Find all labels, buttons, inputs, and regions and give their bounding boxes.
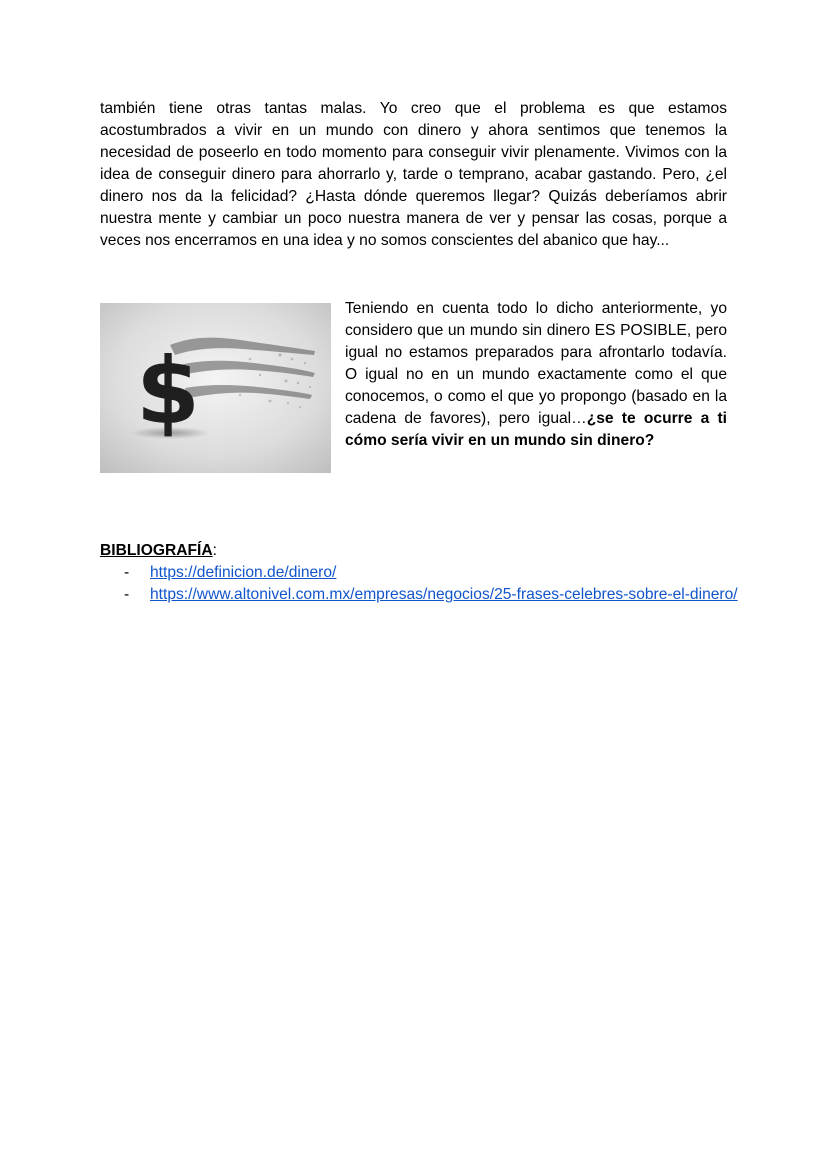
body-paragraph-2 [345, 298, 727, 452]
body-paragraph-1: también tiene otras tantas malas. Yo creo que el problema es que estamos acostumbrados a vivir en un mundo con dinero y ahora sentimos que tenemos la necesidad de poseerlo en todo momento para conseguir vivir plenamente. Vivimos con la idea de conseguir dinero para ahorrarlo y, tarde o temprano, acabar gastando. Pero, ¿el dinero nos da la felicidad? ¿Hasta dónde queremos llegar? Quizás deberíamos abrir nuestra mente y cambiar un poco nuestra manera de ver y pensar las cosas, porque a veces nos encerramos en una idea y no somos conscientes del abanico que hay... [100, 100, 727, 249]
bibliography-link-1[interactable]: https://definicion.de/dinero/ [150, 564, 337, 581]
paragraph2-question: ¿se te ocurre a ti cómo sería vivir en un mundo sin dinero? [345, 410, 728, 449]
bibliography-heading [100, 540, 217, 562]
bibliography-colon: : [212, 542, 217, 559]
paragraph2-text: Teniendo en cuenta todo lo dicho anteriormente, yo considero que un mundo sin dinero ES POSIBLE, pero igual no estamos preparados para afrontarlo todavía. O igual no en un mundo exactamente como el que conocemos, o como el que yo propongo (basado en la cadena de favores), pero igual… [345, 300, 727, 427]
dollar-sign-dissolving-icon [100, 303, 331, 473]
bibliography-list [100, 562, 740, 606]
dollar-image [100, 303, 331, 473]
bibliography-title: BIBLIOGRAFÍA [100, 542, 213, 559]
list-item [100, 562, 740, 584]
list-item [100, 584, 740, 606]
dollar-glyph: $ [135, 338, 201, 445]
list-bullet: - [124, 564, 130, 581]
bibliography-link-2[interactable]: https://www.altonivel.com.mx/empresas/negocios/25-frases-celebres-sobre-el-dinero/ [150, 586, 738, 603]
list-bullet: - [124, 586, 130, 603]
